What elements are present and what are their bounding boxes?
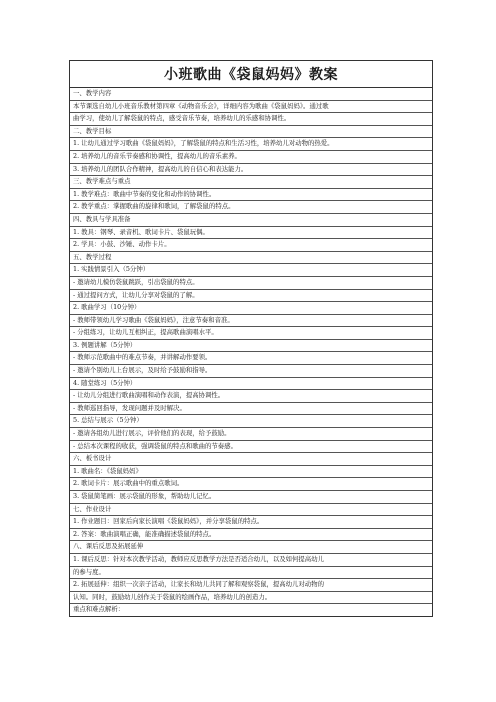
content-line: - 总结本次课程的收获，强调袋鼠的特点和歌曲的节奏感。 [70,441,432,454]
content-line: 四、教具与学具准备 [70,214,432,227]
content-line: 1. 让幼儿通过学习歌曲《袋鼠妈妈》，了解袋鼠的特点和生活习性，培养幼儿对动物的热爱。 [70,138,432,151]
content-line: 认知。同时，鼓励幼儿创作关于袋鼠的绘画作品，培养幼儿的创造力。 [70,592,432,605]
content-line: 六、板书设计 [70,453,432,466]
content-line: 4. 随堂练习（5分钟） [70,378,432,391]
content-line: 1. 作业题目：回家后向家长演唱《袋鼠妈妈》，并分享袋鼠的特点。 [70,516,432,529]
content-line: 1. 课后反思：针对本次教学活动，教师应反思教学方法是否适合幼儿，以及如何提高幼儿 [70,554,432,567]
content-line: - 教师带领幼儿学习歌曲《袋鼠妈妈》，注意节奏和音准。 [70,315,432,328]
content-lines [70,88,432,616]
content-line: 5. 总结与展示（5分钟） [70,415,432,428]
content-line: - 让幼儿分组进行歌曲演唱和动作表演，提高协调性。 [70,390,432,403]
content-line: 五、教学过程 [70,252,432,265]
content-line: 2. 歌曲学习（10分钟） [70,302,432,315]
content-line: - 教师巡回指导，发现问题并及时解决。 [70,403,432,416]
content-line: 2. 教学重点：掌握歌曲的旋律和歌词，了解袋鼠的特点。 [70,201,432,214]
content-line: 2. 学具：小鼓、沙锤、动作卡片。 [70,239,432,252]
content-line: 3. 培养幼儿的团队合作精神，提高幼儿的自信心和表达能力。 [70,164,432,177]
content-line: 3. 袋鼠简笔画：展示袋鼠的形象，帮助幼儿记忆。 [70,491,432,504]
content-line: 1. 教具：钢琴、录音机、歌词卡片、袋鼠玩偶。 [70,227,432,240]
content-line: 2. 拓展延伸：组织一次亲子活动，让家长和幼儿共同了解和观察袋鼠，提高幼儿对动物的 [70,579,432,592]
content-line: 八、课后反思及拓展延伸 [70,541,432,554]
content-line: 3. 例题讲解（5分钟） [70,340,432,353]
content-line: 二、教学目标 [70,126,432,139]
content-line: - 邀请各组幼儿进行展示，评价他们的表现，给予鼓励。 [70,428,432,441]
document-title: 小班歌曲《袋鼠妈妈》教案 [164,67,338,83]
content-line: 1. 教学难点：歌曲中节奏的变化和动作的协调性。 [70,189,432,202]
content-line: 三、教学难点与重点 [70,176,432,189]
title-row [70,61,432,88]
content-line: 2. 歌词卡片：展示歌曲中的重点歌词。 [70,478,432,491]
content-line: 1. 歌曲名：《袋鼠妈妈》 [70,466,432,479]
content-line: 重点和难点解析： [73,605,125,614]
content-line: 本节课选自幼儿小班音乐教材第四章《动物音乐会》，详细内容为歌曲《袋鼠妈妈》。通过歌 [70,101,432,114]
content-line: 2. 答案：歌曲演唱正确，能准确描述袋鼠的特点。 [70,529,432,542]
content-line: - 分组练习，让幼儿互相纠正，提高歌曲演唱水平。 [70,327,432,340]
content-line: 一、教学内容 [70,88,432,101]
content-line: - 教师示范歌曲中的难点节奏，并讲解动作要领。 [70,352,432,365]
content-line: 的参与度。 [70,567,432,580]
content-line: 七、作业设计 [70,504,432,517]
content-line: 1. 实践情景引入（5分钟） [70,264,432,277]
lesson-plan-table [69,60,433,617]
content-line: - 邀请幼儿模仿袋鼠跳跃，引出袋鼠的特点。 [70,277,432,290]
content-line: - 邀请个别幼儿上台展示，及时给予鼓励和指导。 [70,365,432,378]
content-line: 2. 培养幼儿的音乐节奏感和协调性，提高幼儿的音乐素养。 [70,151,432,164]
content-line: - 通过提问方式，让幼儿分享对袋鼠的了解。 [70,290,432,303]
content-line: 曲学习，使幼儿了解袋鼠的特点，感受音乐节奏，培养幼儿的乐感和协调性。 [70,113,432,126]
